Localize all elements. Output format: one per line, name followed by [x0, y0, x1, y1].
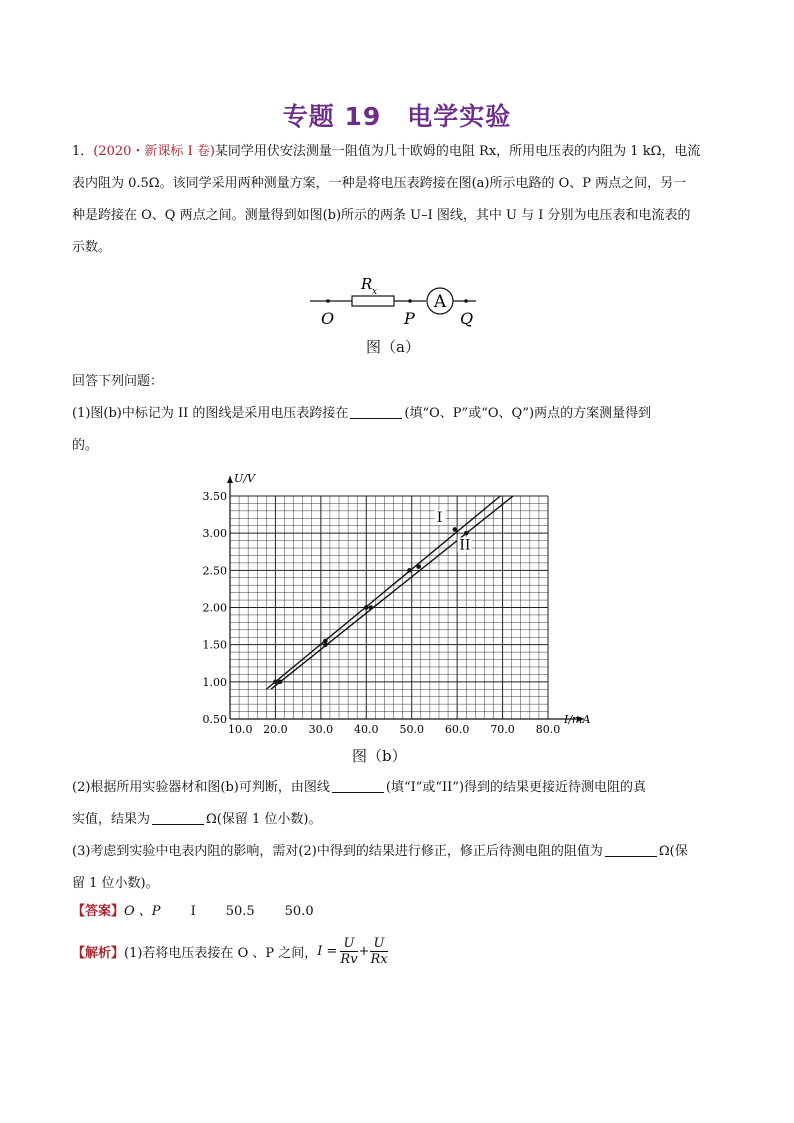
- resistor-rx: [352, 296, 394, 306]
- formula-plus: +: [358, 944, 370, 959]
- y-tick-label: 3.00: [202, 527, 227, 541]
- x-axis-label: I/mA: [564, 713, 591, 726]
- series-label-2: II: [459, 537, 471, 554]
- chart-tick-labels: [203, 472, 591, 736]
- data-point: [364, 605, 369, 610]
- y-tick-label: 1.00: [202, 675, 227, 689]
- sub1-answer-blank[interactable]: [350, 404, 402, 419]
- sub1-text-a: (1)图(b)中标记为 II 的图线是采用电压表跨接在: [72, 406, 349, 421]
- sub1-text-c: 的。: [72, 438, 99, 453]
- y-axis-arrow: [227, 476, 233, 483]
- node-p-label: P: [404, 309, 415, 328]
- question-source: (2020・新课标 I 卷): [93, 144, 215, 159]
- data-point: [464, 531, 469, 536]
- formula-fraction-2: [370, 936, 387, 967]
- analysis-line: [72, 936, 388, 967]
- q1-text-1: 某同学用伏安法测量一阻值为几十欧姆的电阻 Rx，所用电压表的内阻为 1 kΩ，电流: [214, 144, 701, 159]
- x-tick-label: 20.0: [263, 723, 288, 736]
- x-tick-label: 40.0: [354, 723, 379, 736]
- data-point: [453, 527, 458, 532]
- fraction-2-numerator: U: [370, 936, 387, 952]
- sub1-text-b: (填“O、P”或“O、Q”)两点的方案测量得到: [404, 406, 652, 421]
- fraction-2-denominator: Rx: [370, 952, 388, 967]
- page-title: 专题 19 电学实验: [282, 102, 512, 131]
- ammeter-label: A: [433, 292, 447, 312]
- data-point: [407, 568, 412, 573]
- x-tick-label: 10.0: [228, 723, 253, 736]
- answer-3: 50.5: [225, 904, 255, 919]
- fraction-1-denominator: Rv: [340, 952, 358, 967]
- sub3-text-a: (3)考虑到实验中电表内阻的影响，需对(2)中得到的结果进行修正，修正后待测电阻的阻值为: [72, 844, 603, 859]
- node-p-dot: [408, 299, 412, 303]
- sub2-answer-blank-1[interactable]: [332, 778, 384, 793]
- data-point: [273, 680, 278, 685]
- resistor-label: R: [361, 275, 373, 293]
- fraction-1-numerator: U: [340, 936, 357, 952]
- figure-a-caption: 图（a）: [366, 338, 420, 356]
- q1-line-1: [72, 136, 727, 168]
- analysis-tag: 【解析】: [72, 946, 125, 961]
- sub-question-intro: 回答下列问题：: [72, 374, 164, 389]
- formula-lhs: I =: [317, 944, 338, 959]
- formula-fraction-1: [340, 936, 357, 967]
- data-point: [278, 680, 283, 685]
- node-o-dot: [326, 299, 330, 303]
- x-tick-label: 50.0: [399, 723, 424, 736]
- sub-question-1: [72, 398, 727, 462]
- sub2-answer-blank-2[interactable]: [152, 810, 204, 825]
- sub-question-2: [72, 772, 727, 836]
- answer-2: I: [190, 904, 196, 919]
- answer-4: 50.0: [284, 904, 314, 919]
- x-tick-label: 80.0: [535, 723, 561, 736]
- y-tick-label: 2.50: [202, 564, 227, 578]
- sub3-text-c: 留 1 位小数)。: [72, 876, 159, 891]
- data-point: [369, 605, 374, 610]
- q1-line-4: 示数。: [72, 240, 112, 255]
- sub3-text-b: Ω(保: [658, 844, 688, 859]
- y-tick-label: 2.00: [202, 601, 227, 615]
- node-q-label: Q: [460, 309, 474, 328]
- question-number: 1．: [72, 144, 94, 159]
- x-tick-label: 70.0: [490, 723, 515, 736]
- circuit-diagram-a: [300, 268, 500, 334]
- node-q-dot: [464, 299, 468, 303]
- q1-line-2: 表内阻为 0.5Ω。该同学采用两种测量方案，一种是将电压表跨接在图(a)所示电路的 O、P 两点之间，另一: [72, 176, 687, 191]
- x-tick-label: 60.0: [444, 723, 470, 736]
- question-1: [72, 136, 727, 264]
- sub2-text-c: 实值，结果为: [72, 812, 151, 827]
- resistor-subscript: x: [372, 287, 378, 297]
- chart-grid-major: [230, 496, 548, 719]
- answer-tag: 【答案】: [72, 904, 125, 919]
- q1-line-3: 种是跨接在 O、Q 两点之间。测量得到如图(b)所示的两条 U–I 图线，其中 U 与 I 分别为电压表和电流表的: [72, 208, 691, 223]
- answer-1: O 、P: [124, 904, 161, 919]
- y-axis-label: U/V: [234, 472, 255, 485]
- y-tick-label: 3.50: [202, 490, 227, 503]
- ui-chart-b: [196, 468, 596, 743]
- data-point: [416, 564, 421, 569]
- sub2-text-b: (填“I”或“II”)得到的结果更接近待测电阻的真: [385, 780, 647, 795]
- x-tick-label: 30.0: [308, 723, 334, 736]
- analysis-text: (1)若将电压表接在 O 、P 之间，: [124, 946, 318, 961]
- sub2-text-a: (2)根据所用实验器材和图(b)可判断，由图线: [72, 780, 330, 795]
- data-point: [323, 642, 328, 647]
- chart-axes: [227, 476, 584, 722]
- series-label-1: I: [436, 510, 443, 527]
- sub-question-3: [72, 836, 727, 900]
- figure-b-caption: 图（b）: [352, 747, 407, 765]
- sub2-text-d: Ω(保留 1 位小数)。: [206, 812, 322, 827]
- y-tick-label: 1.50: [202, 638, 227, 652]
- answer-line: [72, 896, 727, 928]
- node-o-label: O: [321, 309, 335, 328]
- sub3-answer-blank[interactable]: [605, 842, 657, 857]
- y-tick-label: 0.50: [202, 713, 227, 726]
